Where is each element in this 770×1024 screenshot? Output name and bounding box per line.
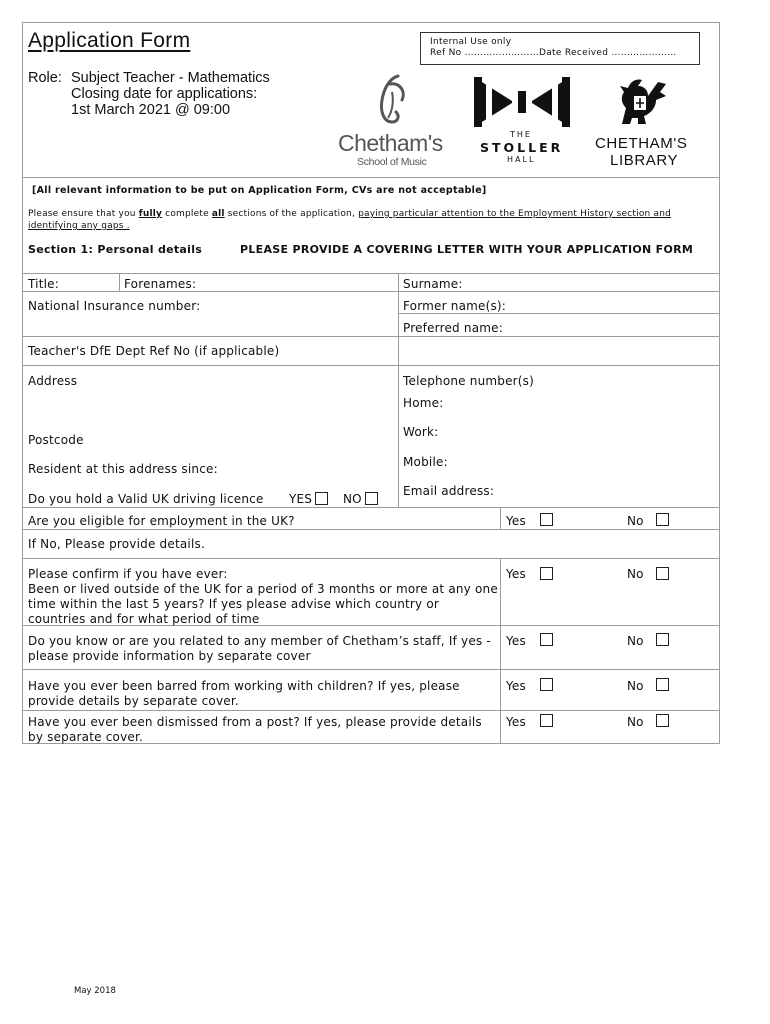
header-divider — [22, 177, 720, 178]
lived-outside-no-checkbox[interactable] — [656, 567, 669, 580]
footer-date: May 2018 — [74, 986, 116, 996]
ensure-emphasis-1: paying particular attention to the Employment History section and — [358, 209, 672, 219]
stoller-hall: HALL — [507, 155, 536, 164]
preferred-name-field-label: Preferred name: — [403, 321, 503, 335]
grid-line — [22, 558, 720, 559]
eligibility-yes-label: Yes — [506, 514, 526, 528]
dismissed-question: Have you ever been dismissed from a post? If yes, please provide details by separate cover. — [28, 715, 482, 744]
grid-line — [22, 365, 720, 366]
barred-yes-label: Yes — [506, 679, 526, 693]
work-phone-field-label: Work: — [403, 425, 439, 439]
ensure-all: all — [211, 209, 225, 219]
grid-line — [22, 273, 720, 274]
barred-no-checkbox[interactable] — [656, 678, 669, 691]
closing-date-value: 1st March 2021 @ 09:00 — [71, 102, 231, 118]
closing-date-label: Closing date for applications: — [71, 86, 258, 102]
dismissed-yes-checkbox[interactable] — [540, 714, 553, 727]
internal-use-label: Internal Use only — [430, 37, 512, 47]
dismissed-yes-label: Yes — [506, 715, 526, 729]
lived-outside-yes-checkbox[interactable] — [540, 567, 553, 580]
mobile-phone-field-label: Mobile: — [403, 455, 448, 469]
library-logo-line2: LIBRARY — [610, 152, 679, 169]
related-yes-label: Yes — [506, 634, 526, 648]
eligibility-no-label: No — [627, 514, 644, 528]
ensure-text-2: complete — [162, 209, 212, 219]
eligibility-yes-checkbox[interactable] — [540, 513, 553, 526]
completion-instructions — [28, 209, 671, 219]
home-phone-field-label: Home: — [403, 396, 444, 410]
email-field-label: Email address: — [403, 484, 495, 498]
role-label: Role: — [28, 70, 62, 86]
postcode-field-label: Postcode — [28, 433, 84, 447]
form-title: Application Form — [28, 29, 191, 52]
related-to-staff-question: Do you know or are you related to any member of Chetham’s staff, If yes - please provide information by separate cover — [28, 634, 491, 663]
surname-field-label: Surname: — [403, 277, 463, 291]
covering-letter-notice: PLEASE PROVIDE A COVERING LETTER WITH YOUR APPLICATION FORM — [240, 243, 694, 256]
grid-line — [22, 336, 720, 337]
dismissed-no-label: No — [627, 715, 644, 729]
grid-line — [22, 291, 720, 292]
driving-licence-question: Do you hold a Valid UK driving licence — [28, 492, 264, 506]
library-logo-line1: CHETHAM'S — [595, 135, 688, 152]
eligibility-no-checkbox[interactable] — [656, 513, 669, 526]
related-no-label: No — [627, 634, 644, 648]
ensure-fully: fully — [138, 209, 163, 219]
chethams-logo-text: Chetham's — [338, 130, 443, 156]
lived-outside-yes-label: Yes — [506, 567, 526, 581]
driving-licence-yes-checkbox[interactable] — [315, 492, 328, 505]
grid-line — [398, 313, 720, 314]
cv-notice: [All relevant information to be put on Application Form, CVs are not acceptable] — [32, 185, 487, 196]
stoller-the: THE — [510, 130, 532, 139]
driving-licence-yes-label: YES — [289, 492, 313, 506]
grid-line — [22, 710, 720, 711]
related-yes-checkbox[interactable] — [540, 633, 553, 646]
grid-line — [22, 669, 720, 670]
telephone-field-label: Telephone number(s) — [403, 374, 535, 388]
barred-no-label: No — [627, 679, 644, 693]
ensure-emphasis-2: identifying any gaps . — [28, 221, 130, 231]
forenames-field-label: Forenames: — [124, 277, 197, 291]
driving-licence-no-checkbox[interactable] — [365, 492, 378, 505]
stoller-name: STOLLER — [480, 140, 564, 155]
grid-line — [398, 273, 399, 507]
barred-yes-checkbox[interactable] — [540, 678, 553, 691]
if-no-details-label: If No, Please provide details. — [28, 537, 205, 551]
chethams-logo-subtext: School of Music — [357, 156, 427, 168]
role-value: Subject Teacher - Mathematics — [71, 70, 270, 86]
lived-outside-no-label: No — [627, 567, 644, 581]
ensure-text-3: sections of the application, — [224, 209, 359, 219]
former-names-field-label: Former name(s): — [403, 299, 507, 313]
dfe-ref-field-label: Teacher's DfE Dept Ref No (if applicable) — [28, 344, 280, 358]
ref-no-line: Ref No ……………………Date Received ………………… — [430, 48, 677, 58]
grid-line — [500, 507, 501, 529]
section-1-heading: Section 1: Personal details — [28, 243, 203, 256]
grid-line — [500, 558, 501, 744]
ni-number-field-label: National Insurance number: — [28, 299, 201, 313]
driving-licence-no-label: NO — [343, 492, 362, 506]
related-no-checkbox[interactable] — [656, 633, 669, 646]
lived-outside-uk-question: Please confirm if you have ever: Been or lived outside of the UK for a period of 3 months or more at any one time within the last 5 years? If yes please advise which country or countries and for what period of time — [28, 567, 498, 626]
grid-line — [119, 273, 120, 291]
grid-line — [22, 507, 720, 508]
barred-question: Have you ever been barred from working with children? If yes, please provide details by separate cover. — [28, 679, 460, 708]
address-field-label: Address — [28, 374, 78, 388]
stoller-hall-logo-icon — [472, 77, 572, 127]
eligibility-question: Are you eligible for employment in the UK? — [28, 514, 295, 528]
griffin-crest-icon — [612, 74, 670, 128]
grid-line — [22, 529, 720, 530]
internal-use-box — [420, 32, 700, 65]
chethams-clef-logo-icon — [368, 72, 412, 128]
dismissed-no-checkbox[interactable] — [656, 714, 669, 727]
title-field-label: Title: — [28, 277, 59, 291]
resident-since-field-label: Resident at this address since: — [28, 462, 218, 476]
ensure-text-1: Please ensure that you — [28, 209, 139, 219]
